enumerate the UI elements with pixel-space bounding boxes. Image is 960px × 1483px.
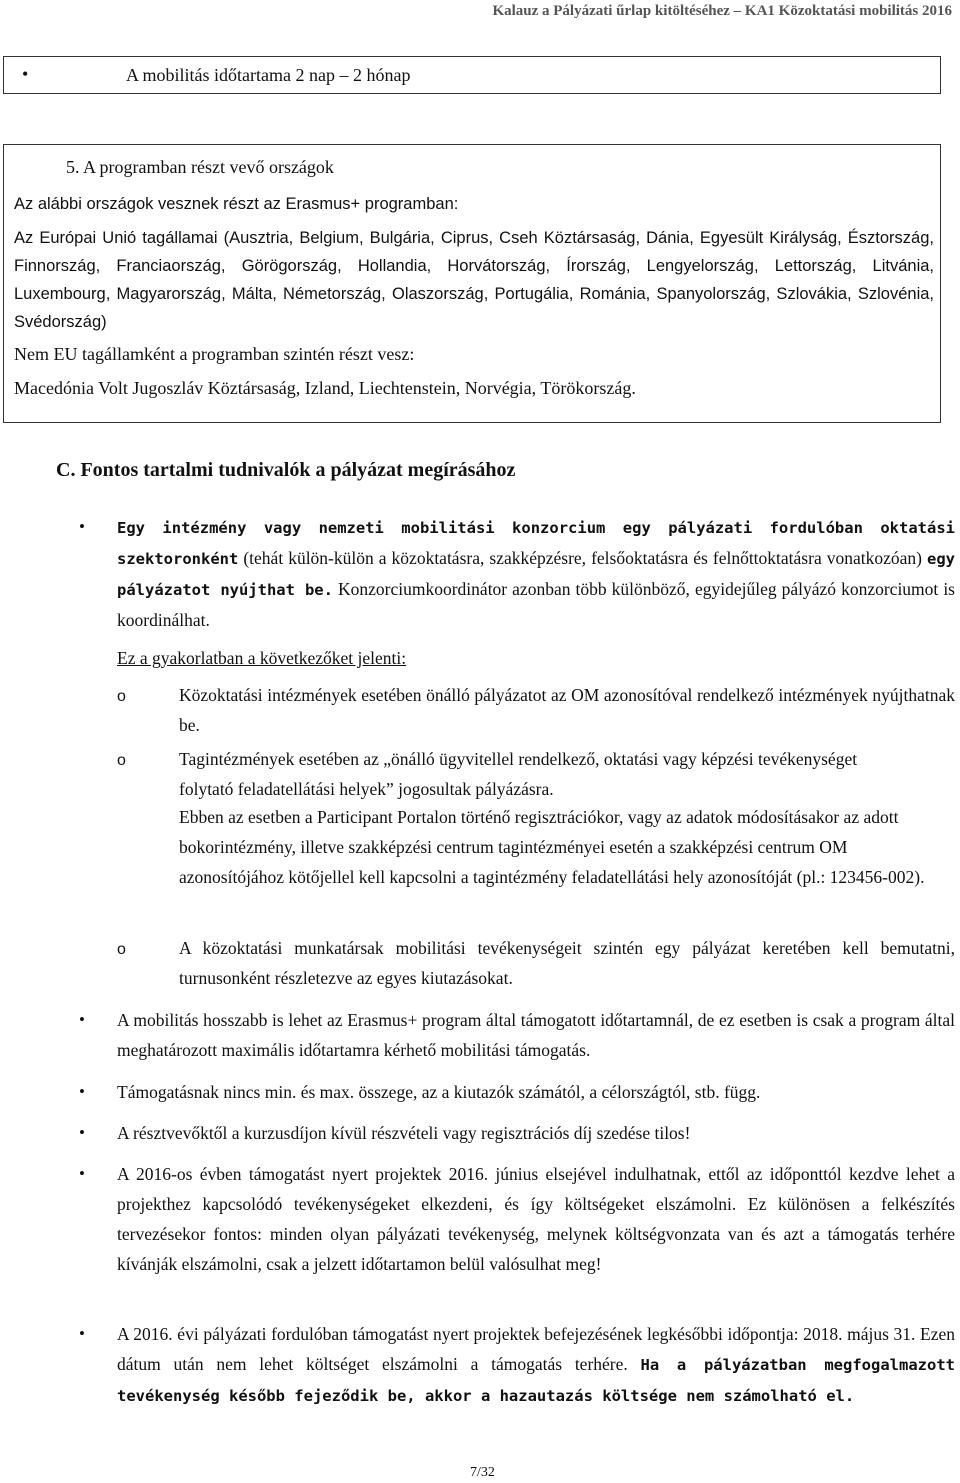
duration-box xyxy=(3,56,941,94)
non-eu-list: Macedónia Volt Jugoszláv Köztársaság, Izland, Liechtenstein, Norvégia, Törökország. xyxy=(14,378,636,398)
page-number: 7/32 xyxy=(470,1465,495,1480)
longer-mobility-paragraph: A mobilitás hosszabb is lehet az Erasmus+ program által támogatott időtartamnál, de ez esetben is csak a program által meghatározott maximális időtartamra kérhető mobilitási támogatás. xyxy=(117,1010,955,1060)
fee-prohibition-paragraph: A résztvevőktől a kurzusdíjon kívül részvételi vagy regisztrációs díj szedése tilos! xyxy=(117,1123,691,1143)
countries-title: 5. A programban részt vevő országok xyxy=(66,157,334,177)
sub-item-3: A közoktatási munkatársak mobilitási tevékenységeit szintén egy pályázat keretében kell bemutatni, turnusonként részletezve az egyes kiutazásokat. xyxy=(179,938,955,988)
sub-item-2-detail: Ebben az esetben a Participant Portalon történő regisztrációkor, vagy az adatok módosításakor az adott bokorintézmény, illetve szakképzési centrum tagintézményei esetén a szakképzési centrum OM azonosítójához kötőjellel kell kapcsolni a tagintézmény feladatellátási hely azonosítóját (pl.: 123456-002). xyxy=(179,807,925,887)
single-application-paragraph: Egy intézmény vagy nemzeti mobilitási konzorcium egy pályázati fordulóban oktatási szektoronként (tehát külön-külön a közoktatásra, szakképzésre, felsőoktatásra és felnőttoktatásra vonatkozóan) egy pályázatot nyújthat be. Konzorciumkoordinátor azonban több különböző, egyidejűleg pályázó konzorciumot is koordinálhat. xyxy=(117,519,955,630)
running-header: Kalauz a Pályázati űrlap kitöltéséhez – KA1 Közoktatási mobilitás 2016 xyxy=(492,3,952,19)
duration-text: A mobilitás időtartama 2 nap – 2 hónap xyxy=(126,65,411,85)
bullet-icon: • xyxy=(79,1082,85,1101)
practice-label: Ez a gyakorlatban a következőket jelenti: xyxy=(117,648,407,668)
project-end-paragraph: A 2016. évi pályázati fordulóban támogatást nyert projektek befejezésének legkésőbbi időpontja: 2018. május 31. Ezen dátum után nem lehet költséget elszámolni a támogatás terhére. Ha a pályázatban megfogalmazott tevékenység később fejeződik be, akkor a hazautazás költsége nem számolható el. xyxy=(117,1324,955,1405)
sub-item-2: Tagintézmények esetében az „önálló ügyvitellel rendelkező, oktatási vagy képzési tevékenységet folytató feladatellátási helyek” jogosultak pályázásra. xyxy=(179,749,858,799)
circle-bullet-icon: o xyxy=(117,752,126,769)
eu-members-list: Az Európai Unió tagállamai (Ausztria, Belgium, Bulgária, Ciprus, Cseh Köztársaság, Dánia, Egyesült Királyság, Észtország, Finnország, Franciaország, Görögország, Hollandia, Horvátország, Írország, Lengyelország, Lettország, Litvánia, Luxembourg, Magyarország, Málta, Németország, Olaszország, Portugália, Románia, Spanyolország, Szlovákia, Szlovénia, Svédország) xyxy=(14,229,934,331)
bullet-icon: • xyxy=(79,517,85,536)
support-amount-paragraph: Támogatásnak nincs min. és max. összege, az a kiutazók számától, a célországtól, stb. függ. xyxy=(117,1082,761,1102)
section-c-title: C. Fontos tartalmi tudnivalók a pályázat megírásához xyxy=(56,459,516,481)
bullet-icon: • xyxy=(79,1324,85,1343)
bullet-icon: • xyxy=(22,64,29,84)
sub-item-1: Közoktatási intézmények esetében önálló pályázatot az OM azonosítóval rendelkező intézmények nyújthatnak be. xyxy=(179,685,955,735)
countries-box xyxy=(3,144,941,423)
countries-intro: Az alábbi országok vesznek részt az Erasmus+ programban: xyxy=(14,195,459,213)
non-eu-label: Nem EU tagállamként a programban szintén részt vesz: xyxy=(14,344,415,364)
bullet-icon: • xyxy=(79,1123,85,1142)
project-start-paragraph: A 2016-os évben támogatást nyert projektek 2016. június elsejével indulhatnak, ettől az időponttól kezdve lehet a projekthez kapcsolódó tevékenységeket elkezdeni, és így költségeket elszámolni. Ez különösen a felkészítés tervezésekor fontos: minden olyan pályázati tevékenység, melynek költségvonzata van és azt a támogatás terhére kívánják elszámolni, csak a jelzett időtartamon belül valósulhat meg! xyxy=(117,1164,955,1274)
bullet-icon: • xyxy=(79,1010,85,1029)
circle-bullet-icon: o xyxy=(117,941,126,958)
circle-bullet-icon: o xyxy=(117,688,126,705)
bullet-icon: • xyxy=(79,1164,85,1183)
